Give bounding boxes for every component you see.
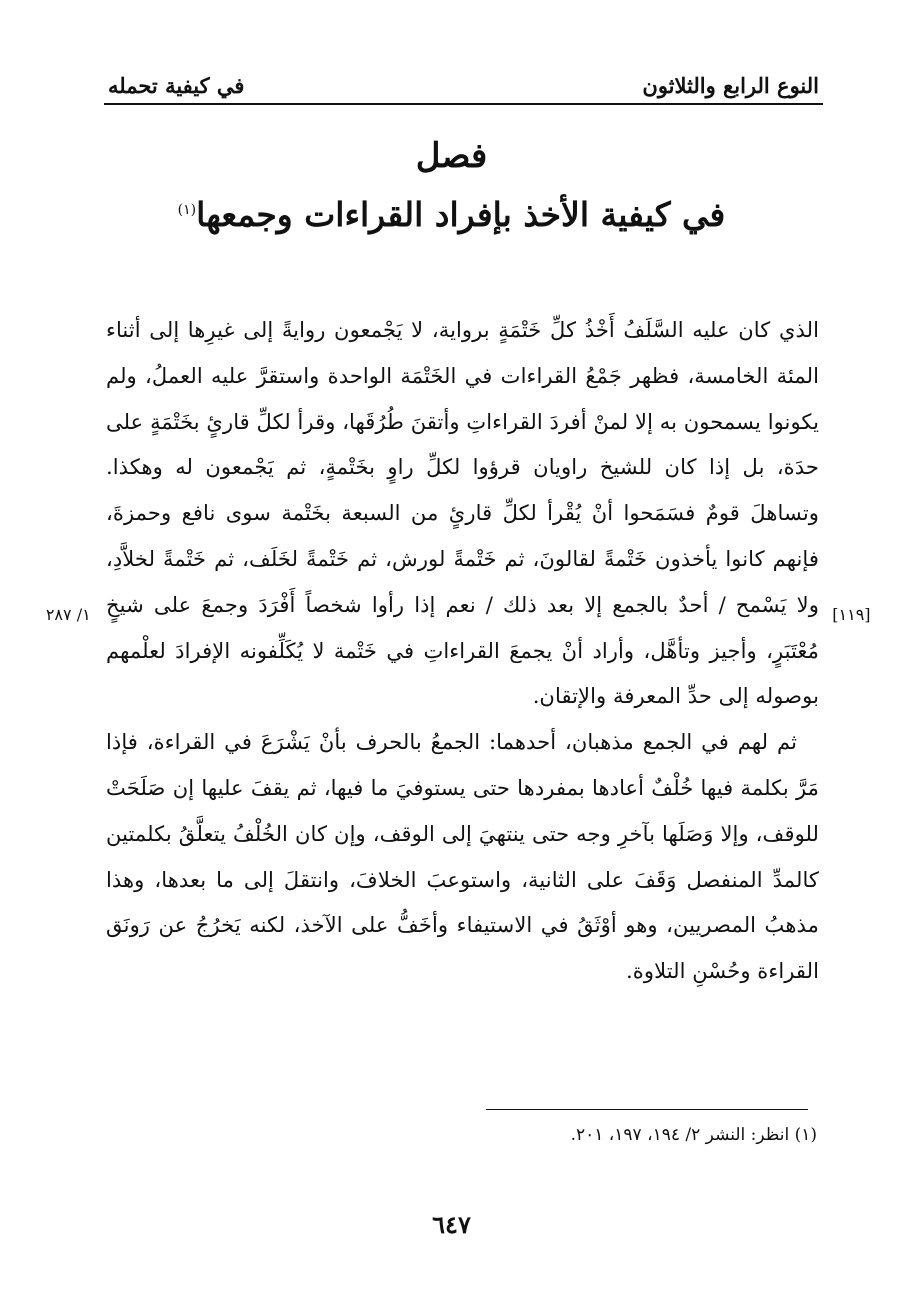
paragraph-1-part-b: شيخٍ مُعْتَبَرٍ، وأجيز وتأهَّل، وأراد أنْ يجمعَ القراءاتِ في خَتْمة لا يُكَلِّفونه الإفرادَ لعلْمهم بوصوله إلى حدِّ المعرفة والإتقان.: [106, 591, 819, 709]
page-number: ٦٤٧: [432, 1210, 471, 1239]
paragraph-2: ثم لهم في الجمع مذهبان، أحدهما: الجمعُ بالحرف بأنْ يَشْرَعَ في القراءة، فإذا مَرَّ بكلمة فيها خُلْفٌ أعادها بمفردها حتى يستوفيَ ما فيها، ثم يقفَ عليها إن صَلَحَتْ للوقف، وإلا وَصَلَها بآخرِ وجه حتى ينتهيَ إلى الوقف، وإن كان الخُلْفُ يتعلَّقُ بكلمتين كالمدِّ المنفصل وَقَفَ على الثانية، واستوعبَ الخلافَ، وانتقلَ إلى ما بعدها، وهذا مذهبُ المصريين، وهو أوْثَقُ في الاستيفاء وأخَفُّ على الآخذ، لكنه يَخرُجُ عن رَونَق القراءة وحُسْنِ التلاوة.: [106, 729, 819, 984]
paragraph-1-part-a: الذي كان عليه السَّلَفُ أَخْذُ كلِّ خَتْمَةٍ برواية، لا يَجْمعون روايةً إلى غيرِها إلى أثناء المئة الخامسة، فظهر جَمْعُ القراءات في الخَتْمَة الواحدة واستقرَّ عليه العملُ، ولم يكونوا يسمحون به إلا لمنْ أفردَ القراءاتِ وأتقنَ طُرُقَها، وقرأ لكلِّ قارئٍ بخَتْمَةٍ على حدَة، بل إذا كان للشيخ راويان قرؤوا لكلِّ راوٍ بخَتْمةٍ، ثم يَجْمعون له وهكذا. وتساهلَ قومٌ فسَمَحوا أنْ يُقْرأ لكلِّ قارئٍ من السبعة بخَتْمة سوى نافع وحمزةَ، فإنهم كانوا يأخذون خَتْمةً لقالونَ، ثم خَتْمةً لورش، ثم خَتْمةً لخَلَف، ثم خَتْمةً لخلاَّدِ، ولا: [106, 317, 819, 617]
footnote-marker: (١): [177, 202, 197, 218]
section-label: فصل: [415, 136, 488, 176]
main-text: [45, 307, 871, 994]
paragraph-1: [45, 307, 871, 719]
running-header: [108, 58, 819, 98]
manuscript-marked-line: [45, 591, 871, 624]
section-title: [0, 195, 903, 234]
manuscript-folio-ref: [١١٩]: [832, 604, 871, 624]
paragraph-1-marked: يَسْمح / أحدٌ بالجمع إلا بعد ذلك / نعم إذا رأوا شخصاً أَفْرَدَ وجمعَ على: [153, 591, 787, 617]
header-rule: [104, 103, 823, 105]
topic-header: في كيفية تحمله: [108, 73, 245, 98]
section-title-text: في كيفية الأخذ بإفراد القراءات وجمعها: [196, 195, 726, 234]
footnote-rule: [486, 1109, 808, 1110]
edition-page-ref: ١/ ٢٨٧: [45, 604, 91, 624]
chapter-header: النوع الرابع والثلاثون: [642, 73, 819, 98]
footnote: (١) انظر: النشر ٢/ ١٩٤، ١٩٧، ٢٠١.: [570, 1125, 817, 1145]
